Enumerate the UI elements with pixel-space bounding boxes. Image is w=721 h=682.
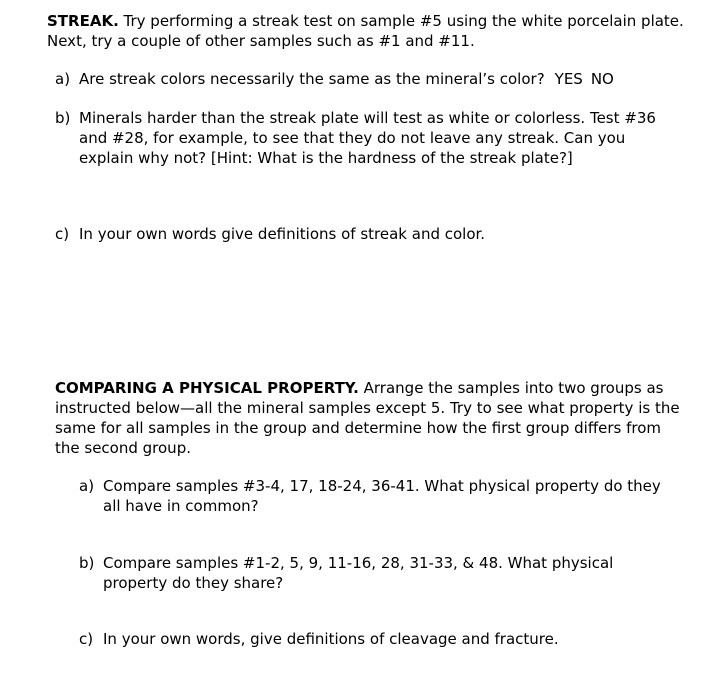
no-choice[interactable]: NO — [590, 70, 614, 88]
question-text: Minerals harder than the streak plate will test as white or colorless. Test #36 and #28, for example, to see that they do not leave any streak. Can you explain why not? [Hint: What is the hardness of the streak plate?] — [79, 109, 656, 167]
question-text — [79, 69, 675, 89]
question-marker: a) — [79, 477, 95, 495]
physical-property-intro-text: Arrange the samples into two groups as instructed below—all the mineral samples except 5. Try to see what property is the same for all samples in the group and determine how the first group differs from the second group. — [55, 379, 680, 457]
question-marker: b) — [55, 109, 71, 127]
yes-choice[interactable]: YES — [554, 70, 583, 88]
question-marker: b) — [79, 554, 95, 572]
question-marker: a) — [55, 70, 71, 88]
streak-question-c — [55, 224, 675, 244]
streak-intro — [47, 11, 687, 51]
question-marker: c) — [55, 225, 70, 243]
streak-heading: STREAK. — [47, 12, 119, 30]
question-a-text: Are streak colors necessarily the same as the mineral’s color? — [79, 70, 545, 88]
question-text: In your own words, give definitions of cleavage and fracture. — [103, 630, 559, 648]
physical-property-intro — [55, 378, 685, 458]
physical-property-heading: COMPARING A PHYSICAL PROPERTY. — [55, 379, 359, 397]
streak-intro-text: Try performing a streak test on sample #5 using the white porcelain plate. Next, try a couple of other samples such as #1 and #11. — [47, 12, 684, 50]
physical-property-question-c — [79, 629, 679, 649]
question-text: Compare samples #1-2, 5, 9, 11-16, 28, 31-33, & 48. What physical property do they share? — [103, 554, 614, 592]
physical-property-question-a — [79, 476, 679, 516]
streak-question-b — [55, 108, 675, 168]
streak-question-a — [55, 69, 675, 89]
question-marker: c) — [79, 630, 94, 648]
question-text: In your own words give definitions of streak and color. — [79, 225, 486, 243]
question-text: Compare samples #3-4, 17, 18-24, 36-41. What physical property do they all have in common? — [103, 477, 661, 515]
physical-property-question-b — [79, 553, 679, 593]
